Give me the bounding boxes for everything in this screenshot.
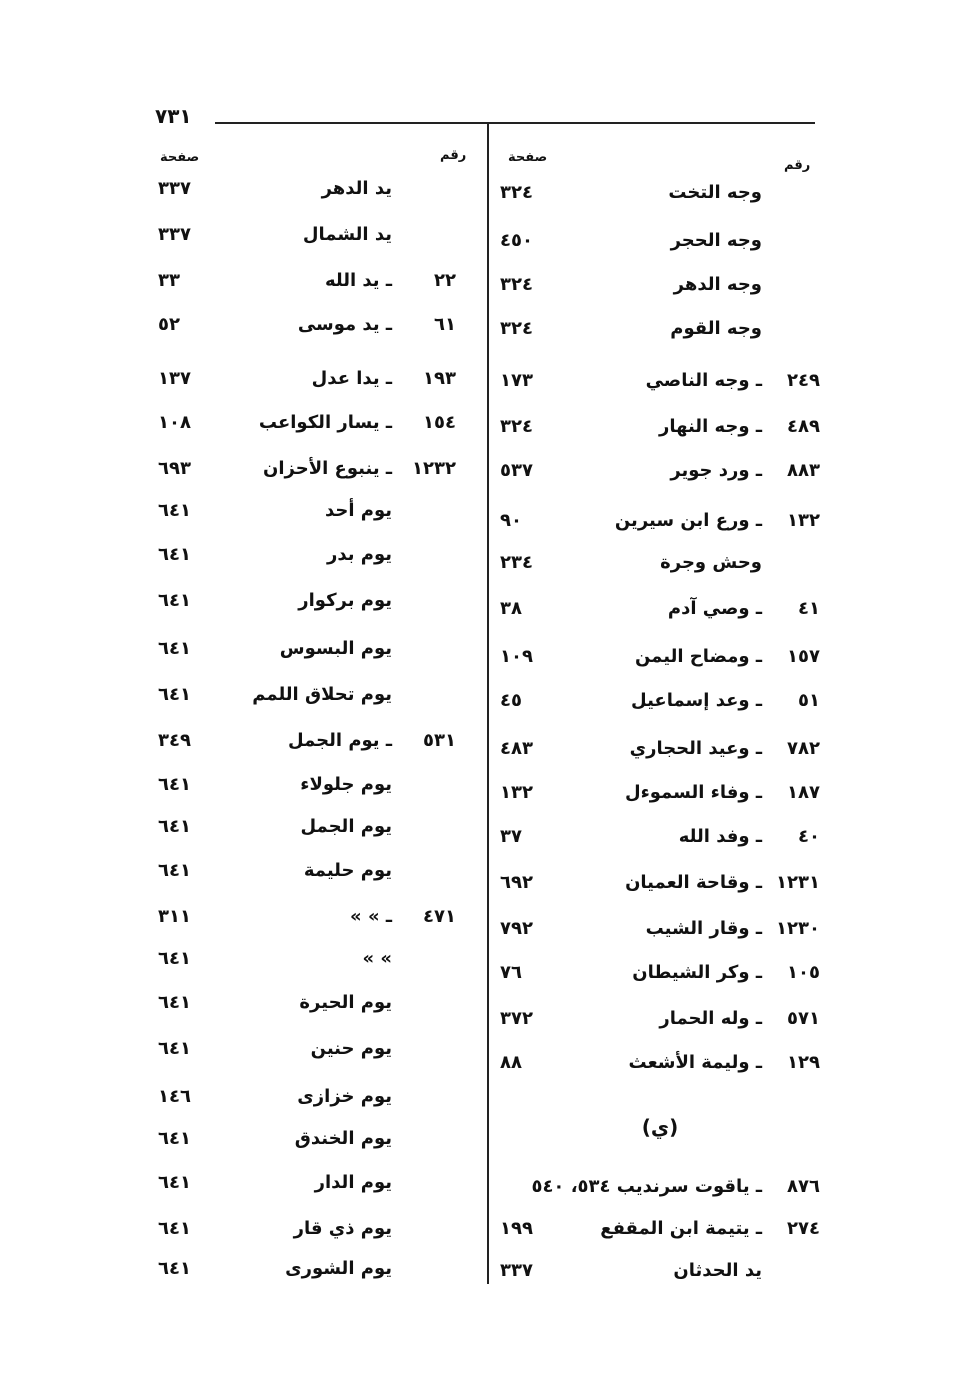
page-number: ٧٣١ <box>155 104 192 128</box>
index-entry: يوم الشورى ٦٤١ <box>158 1258 392 1279</box>
index-entry: » » ٦٤١ <box>158 948 392 969</box>
index-entry: ٢٤٩ ـ وجه الناصي ١٧٣ <box>500 370 820 391</box>
section-letter-ya: (ي) <box>641 1115 679 1139</box>
index-entry: ٢٧٤ ـ يتيمة ابن المقفع ١٩٩ <box>500 1218 820 1239</box>
left-index-column <box>150 172 470 1282</box>
index-entry: ٤٠ ـ وفد الله ٣٧ <box>500 826 820 847</box>
index-entry: وجه التخت ٣٢٤ <box>500 182 762 203</box>
index-entry: يوم خزازى ١٤٦ <box>158 1086 392 1107</box>
index-entry: يوم تحلاق اللمم ٦٤١ <box>158 684 392 705</box>
index-entry: وجه القوم ٣٢٤ <box>500 318 762 339</box>
right-number-header: رقم <box>784 158 811 173</box>
index-entry: ٤١ ـ وصي آدم ٣٨ <box>500 598 820 619</box>
index-entry: ٥٧١ ـ وله الحمار ٣٧٢ <box>500 1008 820 1029</box>
index-entry: ١٥٤ ـ يسار الكواعب ١٠٨ <box>158 412 456 433</box>
index-entry: وحش وجرة ٢٣٤ <box>500 552 762 573</box>
index-entry: يوم أحد ٦٤١ <box>158 500 392 521</box>
index-entry: وجه الدهر ٣٢٤ <box>500 274 762 295</box>
left-page-header: صفحة <box>160 150 200 165</box>
index-entry: يوم الدار ٦٤١ <box>158 1172 392 1193</box>
right-index-column <box>500 172 820 1282</box>
index-entry: ٨٨٣ ـ ورد جوير ٥٣٧ <box>500 460 820 481</box>
index-entry: يد الحدثان ٣٣٧ <box>500 1260 762 1281</box>
index-entry: ٦١ ـ يد موسى ٥٢ <box>158 314 456 335</box>
index-entry: يد الدهر ٣٣٧ <box>158 178 392 199</box>
index-entry: ٧٨٢ ـ وعيد الحجاري ٤٨٣ <box>500 738 820 759</box>
index-entry: يوم الخندق ٦٤١ <box>158 1128 392 1149</box>
index-entry: ١٥٧ ـ ومضاح اليمن ١٠٩ <box>500 646 820 667</box>
index-entry: يوم حنين ٦٤١ <box>158 1038 392 1059</box>
index-entry: ٥٣١ ـ يوم الجمل ٣٤٩ <box>158 730 456 751</box>
index-entry: ١٨٧ ـ وفاء السموءل ١٣٢ <box>500 782 820 803</box>
index-entry: ٤٧١ ـ » » ٣١١ <box>158 906 456 927</box>
index-entry: يوم ذي قار ٦٤١ <box>158 1218 392 1239</box>
index-entry: يوم بركوار ٦٤١ <box>158 590 392 611</box>
left-number-header: رقم <box>440 148 467 163</box>
index-entry: ١٣٢ ـ ورع ابن سيرين ٩٠ <box>500 510 820 531</box>
index-entry: ٤٨٩ ـ وجه النهار ٣٢٤ <box>500 416 820 437</box>
index-entry: يوم جلولاء ٦٤١ <box>158 774 392 795</box>
index-entry: ١٢٣٠ ـ وقار الشيب ٧٩٢ <box>500 918 820 939</box>
header-rule <box>215 122 815 124</box>
index-entry: يوم الجمل ٦٤١ <box>158 816 392 837</box>
index-entry: وجه الحجر ٤٥٠ <box>500 230 762 251</box>
index-entry: يوم حليمة ٦٤١ <box>158 860 392 881</box>
index-entry: ١٠٥ ـ وكر الشيطان ٧٦ <box>500 962 820 983</box>
index-entry: يوم الحيرة ٦٤١ <box>158 992 392 1013</box>
right-page-header: صفحة <box>508 150 548 165</box>
index-entry: يد الشمال ٣٣٧ <box>158 224 392 245</box>
index-entry: ١٢٣١ ـ وقاحة العميان ٦٩٢ <box>500 872 820 893</box>
index-entry: يوم بدر ٦٤١ <box>158 544 392 565</box>
index-entry: ١٩٣ ـ يدا عدل ١٣٧ <box>158 368 456 389</box>
index-entry: ٢٢ ـ يد الله ٣٣ <box>158 270 456 291</box>
index-entry: يوم البسوس ٦٤١ <box>158 638 392 659</box>
index-entry: ٥١ ـ وعد إسماعيل ٤٥ <box>500 690 820 711</box>
index-entry: ١٢٩ ـ وليمة الأشعث ٨٨ <box>500 1052 820 1073</box>
column-divider <box>487 122 489 1284</box>
index-entry: ٨٧٦ ـ ياقوت سرنديب ٥٣٤، ٥٤٠ <box>531 1176 820 1197</box>
index-entry: ١٢٣٢ ـ ينبوع الأحزان ٦٩٣ <box>158 458 456 479</box>
